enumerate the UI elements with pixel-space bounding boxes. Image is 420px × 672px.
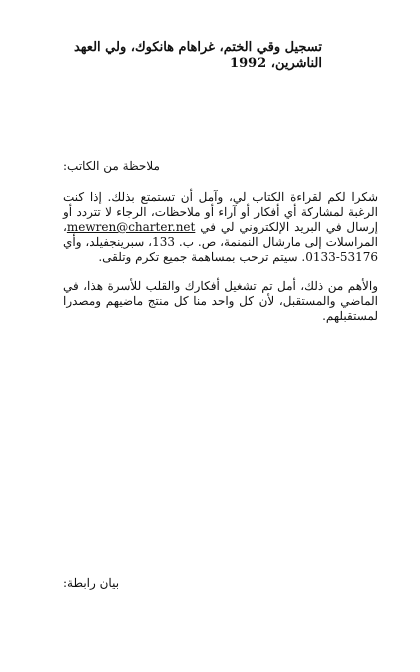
paragraph-text-after-email: ، المراسلات إلى مارشال النمنمة، ص. ب. 133، سبرينجفيلد، وأي 53176-0133. سيتم ترحب بمساهمة جميع تكرم وتلقى. (63, 220, 378, 264)
document-title: تسجيل وقي الختم، غراهام هانكوك، ولي العهد الناشرين، 1992 (73, 40, 322, 71)
email-link[interactable]: mewren@charter.net (66, 220, 196, 234)
closing-paragraph: والأهم من ذلك، أمل تم تشغيل أفكارك والقلب للأسرة هذا، في الماضي والمستقبل، لأن كل واحد منا كل منتج ماضيهم ومصدرا لمستقبلهم. (63, 279, 378, 323)
author-note-heading: ملاحظة من الكاتب: (63, 159, 160, 173)
link-statement-heading: بيان رابطة: (63, 576, 120, 590)
paragraph-text-before-email: شكرا لكم لقراءة الكتاب لي، وآمل أن تستمتع بذلك. إذا كنت الرغبة لمشاركة أي أفكار أو آراء أو ملاحظات، الرجاء لا تتردد أو إرسال في البريد الإلكتروني لي في (63, 190, 378, 234)
author-note-paragraph (63, 190, 378, 265)
